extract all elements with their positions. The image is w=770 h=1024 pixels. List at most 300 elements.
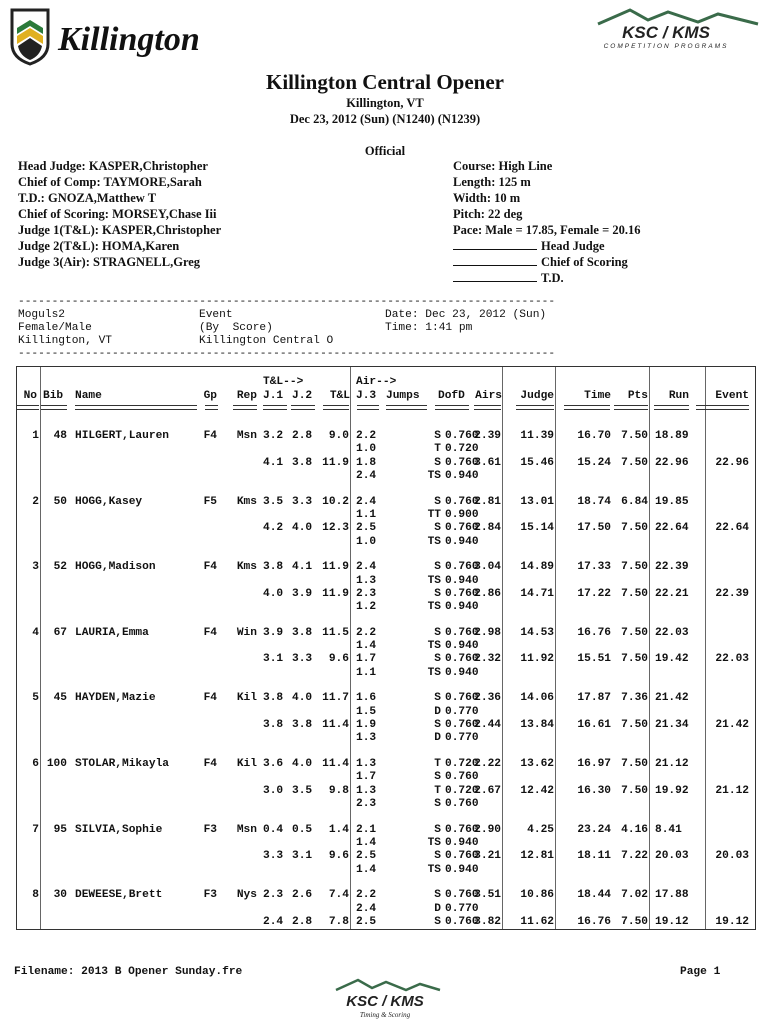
cell-tl-score: 11.7 — [322, 692, 349, 705]
signature-blank — [453, 270, 537, 282]
cell-jump: S — [434, 797, 441, 810]
cell-rep: Kil — [236, 758, 257, 770]
cell-run: 19.12 — [655, 915, 689, 928]
cell-judge-total: 12.81 — [520, 850, 554, 863]
cell-tl-score: 11.9 — [322, 587, 349, 600]
cell-jump: TS — [427, 535, 441, 548]
cell-bib: 67 — [53, 626, 67, 639]
cell-rep: Win — [236, 626, 257, 639]
cell-bib: 100 — [46, 758, 67, 770]
footer-page-number: Page 1 — [680, 966, 721, 978]
cell-name: HILGERT,Lauren — [75, 430, 169, 442]
cell-jump: S — [434, 587, 441, 600]
cell-judge1: 3.0 — [263, 784, 284, 797]
cell-jump: S — [434, 456, 441, 469]
cell-judge2: 4.1 — [292, 561, 313, 574]
cell-judge3: 1.7 — [356, 653, 377, 666]
ksc-kms-timing-logo — [322, 976, 448, 1020]
cell-event: 22.64 — [715, 522, 749, 535]
cell-run: 19.92 — [655, 784, 689, 797]
cell-judge1: 3.2 — [263, 430, 284, 442]
cell-pts: 7.36 — [621, 692, 648, 705]
cell-run: 17.88 — [655, 889, 689, 902]
cell-jump: TS — [427, 469, 441, 482]
cell-pts: 7.50 — [621, 719, 648, 731]
cell-dofd: 0.940 — [445, 601, 479, 614]
cell-jump: TS — [427, 574, 441, 587]
cell-judge3: 1.0 — [356, 443, 377, 456]
cell-event: 22.03 — [715, 653, 749, 666]
cell-run: 18.89 — [655, 430, 689, 442]
cell-dofd: 0.760 — [445, 456, 479, 469]
signature-blank — [453, 254, 537, 266]
header-underline — [435, 405, 469, 410]
cell-dofd: 0.760 — [445, 915, 479, 928]
cell-judge3: 1.1 — [356, 508, 377, 521]
cell-time: 17.50 — [577, 522, 611, 535]
cell-jump: S — [434, 771, 441, 784]
cell-no: 3 — [32, 561, 39, 574]
cell-pts: 7.50 — [621, 522, 648, 535]
cell-judge3: 1.4 — [356, 640, 377, 653]
cell-judge2: 3.3 — [292, 653, 313, 666]
event-info-cell: Time: 1:41 pm — [385, 322, 473, 334]
cell-time: 18.74 — [577, 495, 611, 508]
cell-judge-total: 14.06 — [520, 692, 554, 705]
cell-time: 18.11 — [577, 850, 611, 863]
official-line: Chief of Scoring: MORSEY,Chase Iii — [18, 207, 217, 221]
signature-label: Head Judge — [541, 239, 605, 253]
cell-judge1: 4.1 — [263, 456, 284, 469]
cell-airs: 2.36 — [474, 692, 501, 705]
column-rule — [649, 367, 650, 929]
event-info-cell: Killington, VT — [18, 335, 112, 347]
header-underline — [233, 405, 257, 410]
cell-dofd: 0.720 — [445, 443, 479, 456]
cell-pts: 7.22 — [621, 850, 648, 863]
cell-judge2: 4.0 — [292, 692, 313, 705]
cell-dofd: 0.760 — [445, 522, 479, 535]
cell-judge2: 4.0 — [292, 758, 313, 770]
cell-time: 15.24 — [577, 456, 611, 469]
cell-jump: S — [434, 719, 441, 731]
cell-time: 16.76 — [577, 915, 611, 928]
cell-no: 5 — [32, 692, 39, 705]
cell-airs: 3.51 — [474, 889, 501, 902]
cell-name: STOLAR,Mikayla — [75, 758, 169, 770]
event-location: Killington, VT — [346, 96, 424, 110]
cell-pts: 7.50 — [621, 784, 648, 797]
cell-name: DEWEESE,Brett — [75, 889, 163, 902]
cell-jump: T — [434, 443, 441, 456]
cell-dofd: 0.760 — [445, 850, 479, 863]
cell-judge3: 1.1 — [356, 666, 377, 679]
cell-judge-total: 12.42 — [520, 784, 554, 797]
cell-judge3: 2.5 — [356, 522, 377, 535]
cell-judge2: 3.8 — [292, 719, 313, 731]
cell-pts: 7.50 — [621, 758, 648, 770]
cell-judge3: 1.3 — [356, 732, 377, 745]
cell-dofd: 0.760 — [445, 692, 479, 705]
cell-airs: 2.67 — [474, 784, 501, 797]
official-line: T.D.: GNOZA,Matthew T — [18, 191, 157, 205]
column-header: Jumps — [386, 390, 420, 402]
signature-label: Chief of Scoring — [541, 255, 628, 269]
header-underline — [654, 405, 689, 410]
cell-jump: TT — [427, 508, 441, 521]
cell-jump: TS — [427, 666, 441, 679]
signature-line — [453, 238, 640, 254]
officials-list — [18, 158, 221, 270]
cell-judge1: 3.5 — [263, 495, 284, 508]
signature-blank — [453, 238, 537, 250]
cell-event: 22.39 — [715, 587, 749, 600]
cell-jump: T — [434, 758, 441, 770]
cell-no: 6 — [32, 758, 39, 770]
header-underline — [263, 405, 287, 410]
cell-judge2: 3.9 — [292, 587, 313, 600]
cell-dofd: 0.940 — [445, 574, 479, 587]
cell-dofd: 0.760 — [445, 495, 479, 508]
cell-dofd: 0.940 — [445, 836, 479, 849]
cell-rep: Msn — [236, 823, 257, 836]
cell-judge-total: 13.84 — [520, 719, 554, 731]
cell-judge3: 1.9 — [356, 719, 377, 731]
event-info-row — [18, 335, 758, 348]
cell-judge3: 2.2 — [356, 430, 377, 442]
cell-group: F4 — [203, 692, 217, 705]
column-header: J.2 — [292, 390, 313, 402]
cell-bib: 95 — [53, 823, 67, 836]
page-title: Killington Central Opener — [266, 70, 504, 94]
cell-tl-score: 9.6 — [328, 653, 349, 666]
cell-judge1: 4.2 — [263, 522, 284, 535]
cell-judge3: 2.4 — [356, 469, 377, 482]
cell-airs: 2.22 — [474, 758, 501, 770]
cell-time: 16.97 — [577, 758, 611, 770]
column-rule — [350, 367, 351, 929]
header-tl-group: T&L--> — [263, 376, 304, 388]
cell-bib: 30 — [53, 889, 67, 902]
cell-no: 4 — [32, 626, 39, 639]
cell-time: 16.61 — [577, 719, 611, 731]
cell-airs: 2.32 — [474, 653, 501, 666]
cell-tl-score: 9.6 — [328, 850, 349, 863]
cell-airs: 2.98 — [474, 626, 501, 639]
cell-tl-score: 1.4 — [328, 823, 349, 836]
cell-tl-score: 11.9 — [322, 561, 349, 574]
header-underline — [323, 405, 349, 410]
cell-group: F5 — [203, 495, 217, 508]
signature-label: T.D. — [541, 271, 564, 285]
cell-jump: D — [434, 705, 441, 718]
cell-judge3: 2.2 — [356, 626, 377, 639]
cell-pts: 7.50 — [621, 587, 648, 600]
cell-tl-score: 11.5 — [322, 626, 349, 639]
cell-jump: TS — [427, 640, 441, 653]
cell-jump: S — [434, 522, 441, 535]
header-underline — [75, 405, 197, 410]
cell-judge3: 2.3 — [356, 797, 377, 810]
cell-time: 15.51 — [577, 653, 611, 666]
official-line: Chief of Comp: TAYMORE,Sarah — [18, 175, 202, 189]
cell-jump: TS — [427, 601, 441, 614]
cell-jump: S — [434, 653, 441, 666]
cell-dofd: 0.720 — [445, 784, 479, 797]
column-header: J.3 — [356, 390, 377, 402]
cell-name: SILVIA,Sophie — [75, 823, 163, 836]
cell-jump: S — [434, 561, 441, 574]
cell-judge3: 1.8 — [356, 456, 377, 469]
cell-judge3: 1.0 — [356, 535, 377, 548]
cell-airs: 2.84 — [474, 522, 501, 535]
cell-pts: 7.50 — [621, 561, 648, 574]
cell-run: 22.96 — [655, 456, 689, 469]
cell-tl-score: 7.4 — [328, 889, 349, 902]
cell-judge2: 3.1 — [292, 850, 313, 863]
cell-judge3: 2.3 — [356, 587, 377, 600]
header-underline — [291, 405, 315, 410]
cell-no: 2 — [32, 495, 39, 508]
column-header: No — [23, 390, 37, 402]
cell-run: 19.85 — [655, 495, 689, 508]
cell-tl-score: 7.8 — [328, 915, 349, 928]
cell-jump: S — [434, 495, 441, 508]
cell-judge1: 3.8 — [263, 719, 284, 731]
cell-airs: 3.04 — [474, 561, 501, 574]
event-info-row — [18, 309, 758, 322]
cell-judge1: 3.8 — [263, 692, 284, 705]
event-info-cell: Moguls2 — [18, 309, 65, 321]
cell-judge1: 2.3 — [263, 889, 284, 902]
cell-bib: 48 — [53, 430, 67, 442]
course-line: Course: High Line — [453, 159, 553, 173]
cell-time: 16.70 — [577, 430, 611, 442]
cell-judge3: 2.5 — [356, 915, 377, 928]
event-info-cell: (By Score) — [199, 322, 273, 334]
column-header: Run — [668, 390, 689, 402]
cell-name: LAURIA,Emma — [75, 626, 149, 639]
cell-judge2: 2.8 — [292, 430, 313, 442]
svg-text:COMPETITION PROGRAMS: COMPETITION PROGRAMS — [603, 43, 729, 50]
ksc-kms-logo — [568, 6, 764, 50]
column-rule — [555, 367, 556, 929]
cell-bib: 50 — [53, 495, 67, 508]
cell-judge-total: 13.01 — [520, 495, 554, 508]
cell-jump: S — [434, 430, 441, 442]
header-underline — [696, 405, 749, 410]
cell-judge3: 2.5 — [356, 850, 377, 863]
cell-jump: T — [434, 784, 441, 797]
cell-judge-total: 15.14 — [520, 522, 554, 535]
cell-dofd: 0.900 — [445, 508, 479, 521]
cell-tl-score: 11.4 — [322, 758, 349, 770]
column-header: J.1 — [263, 390, 284, 402]
header-underline — [614, 405, 648, 410]
cell-judge3: 1.3 — [356, 758, 377, 770]
header-underline — [516, 405, 554, 410]
cell-judge-total: 11.39 — [520, 430, 554, 442]
cell-run: 22.21 — [655, 587, 689, 600]
cell-tl-score: 9.8 — [328, 784, 349, 797]
cell-judge-total: 10.86 — [520, 889, 554, 902]
course-line: Pitch: 22 deg — [453, 207, 523, 221]
header-underline — [205, 405, 218, 410]
cell-dofd: 0.760 — [445, 889, 479, 902]
cell-airs: 3.21 — [474, 850, 501, 863]
column-header: Event — [715, 390, 749, 402]
header-underline — [17, 405, 39, 410]
cell-name: HOGG,Kasey — [75, 495, 143, 508]
cell-pts: 7.02 — [621, 889, 648, 902]
cell-pts: 7.50 — [621, 653, 648, 666]
cell-airs: 2.81 — [474, 495, 501, 508]
cell-tl-score: 10.2 — [322, 495, 349, 508]
cell-dofd: 0.770 — [445, 902, 479, 915]
cell-judge2: 3.8 — [292, 456, 313, 469]
dashed-rule: -------------------------------------------------------------------------------- — [18, 348, 556, 360]
cell-name: HOGG,Madison — [75, 561, 156, 574]
cell-jump: D — [434, 902, 441, 915]
cell-time: 17.87 — [577, 692, 611, 705]
cell-jump: S — [434, 626, 441, 639]
column-header: Rep — [236, 390, 257, 402]
column-header: T&L — [329, 390, 350, 402]
cell-jump: TS — [427, 836, 441, 849]
header-underline — [386, 405, 427, 410]
cell-no: 7 — [32, 823, 39, 836]
header-underline — [41, 405, 67, 410]
cell-group: F3 — [203, 889, 217, 902]
footer-filename: Filename: 2013 B Opener Sunday.fre — [14, 966, 243, 978]
cell-judge2: 3.5 — [292, 784, 313, 797]
cell-dofd: 0.760 — [445, 771, 479, 784]
cell-judge2: 4.0 — [292, 522, 313, 535]
cell-judge-total: 15.46 — [520, 456, 554, 469]
cell-group: F3 — [203, 823, 217, 836]
cell-airs: 3.82 — [474, 915, 501, 928]
cell-bib: 45 — [53, 692, 67, 705]
official-line: Judge 3(Air): STRAGNELL,Greg — [18, 255, 201, 269]
event-info — [18, 296, 758, 361]
cell-run: 21.34 — [655, 719, 689, 731]
cell-rep: Msn — [236, 430, 257, 442]
cell-jump: S — [434, 823, 441, 836]
cell-run: 20.03 — [655, 850, 689, 863]
cell-pts: 6.84 — [621, 495, 648, 508]
cell-judge2: 2.6 — [292, 889, 313, 902]
column-header: Name — [75, 390, 102, 402]
cell-judge3: 2.4 — [356, 561, 377, 574]
cell-judge1: 3.1 — [263, 653, 284, 666]
column-header: Bib — [43, 390, 64, 402]
cell-rep: Kms — [236, 561, 257, 574]
cell-dofd: 0.760 — [445, 719, 479, 731]
cell-judge-total: 11.92 — [520, 653, 554, 666]
column-header: Judge — [520, 390, 554, 402]
cell-judge-total: 11.62 — [520, 915, 554, 928]
cell-judge-total: 14.53 — [520, 626, 554, 639]
cell-jump: S — [434, 850, 441, 863]
cell-event: 21.12 — [715, 784, 749, 797]
cell-pts: 4.16 — [621, 823, 648, 836]
cell-run: 22.39 — [655, 561, 689, 574]
cell-event: 21.42 — [715, 719, 749, 731]
cell-rep: Nys — [236, 889, 257, 902]
cell-no: 1 — [32, 430, 39, 442]
event-info-row — [18, 322, 758, 335]
header-underline — [474, 405, 501, 410]
cell-jump: TS — [427, 863, 441, 876]
cell-group: F4 — [203, 758, 217, 770]
cell-time: 16.30 — [577, 784, 611, 797]
official-line: Judge 2(T&L): HOMA,Karen — [18, 239, 180, 253]
cell-jump: S — [434, 915, 441, 928]
cell-run: 8.41 — [655, 823, 682, 836]
cell-name: HAYDEN,Mazie — [75, 692, 156, 705]
cell-judge1: 4.0 — [263, 587, 284, 600]
cell-tl-score: 12.3 — [322, 522, 349, 535]
cell-judge3: 1.4 — [356, 863, 377, 876]
column-header: Pts — [627, 390, 648, 402]
cell-judge1: 3.9 — [263, 626, 284, 639]
cell-time: 17.33 — [577, 561, 611, 574]
results-table — [16, 366, 756, 930]
course-info — [453, 158, 640, 286]
cell-judge1: 3.8 — [263, 561, 284, 574]
cell-rep: Kms — [236, 495, 257, 508]
cell-jump: D — [434, 732, 441, 745]
killington-logo-text: Killington — [58, 21, 200, 58]
header-air-group: Air--> — [356, 376, 397, 388]
column-rule — [705, 367, 706, 929]
dashed-rule: -------------------------------------------------------------------------------- — [18, 296, 556, 308]
cell-tl-score: 11.9 — [322, 456, 349, 469]
cell-bib: 52 — [53, 561, 67, 574]
column-rule — [502, 367, 503, 929]
cell-judge3: 1.3 — [356, 784, 377, 797]
cell-dofd: 0.940 — [445, 863, 479, 876]
cell-dofd: 0.940 — [445, 666, 479, 679]
course-line: Width: 10 m — [453, 191, 521, 205]
cell-dofd: 0.940 — [445, 640, 479, 653]
cell-tl-score: 9.0 — [328, 430, 349, 442]
cell-judge-total: 14.89 — [520, 561, 554, 574]
cell-pts: 7.50 — [621, 430, 648, 442]
cell-dofd: 0.770 — [445, 705, 479, 718]
cell-airs: 2.90 — [474, 823, 501, 836]
cell-group: F4 — [203, 561, 217, 574]
column-rule — [40, 367, 41, 929]
cell-judge2: 0.5 — [292, 823, 313, 836]
killington-logo — [8, 6, 208, 66]
cell-judge3: 1.3 — [356, 574, 377, 587]
column-header: DofD — [438, 390, 465, 402]
cell-judge1: 3.6 — [263, 758, 284, 770]
cell-judge3: 1.5 — [356, 705, 377, 718]
cell-judge2: 3.8 — [292, 626, 313, 639]
cell-judge3: 2.4 — [356, 902, 377, 915]
svg-text:Timing & Scoring: Timing & Scoring — [359, 1011, 411, 1019]
cell-jump: S — [434, 692, 441, 705]
event-info-cell: Female/Male — [18, 322, 92, 334]
cell-judge1: 3.3 — [263, 850, 284, 863]
official-line: Judge 1(T&L): KASPER,Christopher — [18, 223, 222, 237]
cell-event: 22.96 — [715, 456, 749, 469]
cell-judge-total: 14.71 — [520, 587, 554, 600]
cell-judge3: 1.4 — [356, 836, 377, 849]
cell-judge1: 2.4 — [263, 915, 284, 928]
